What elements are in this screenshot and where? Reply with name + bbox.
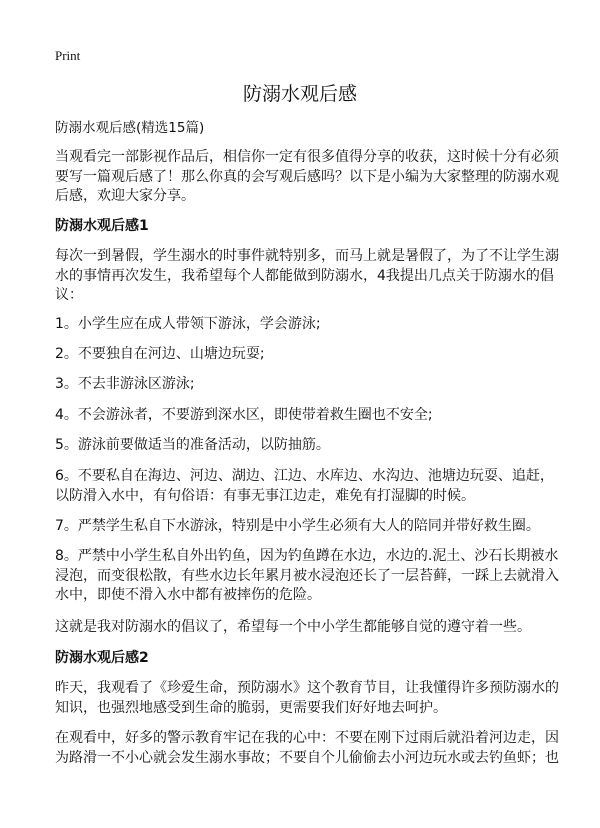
subtitle: 防溺水观后感(精选15篇): [55, 120, 205, 136]
list-item: 4。不会游泳者，不要游到深水区，即使带着救生圈也不安全;: [55, 407, 433, 423]
section1-lead: 每次一到暑假，学生溺水的时事件就特别多，而马上就是暑假了，为了不让学生溺水的事情再次发生，我希望每个人都能做到防溺水，4我提出几点关于防溺水的倡议：: [55, 248, 559, 303]
list-item: 6。不要私自在海边、河边、湖边、江边、水库边、水沟边、池塘边玩耍、追赶，以防滑入水中，有句俗语：有事无事江边走，难免有打湿脚的时候。: [55, 468, 554, 504]
page-title: 防溺水观后感: [242, 83, 357, 105]
list-item: 1。小学生应在成人带领下游泳，学会游泳;: [55, 316, 321, 332]
print-link[interactable]: Print: [55, 48, 81, 63]
section-heading-1: 防溺水观后感1: [55, 218, 149, 234]
list-item: 8。严禁中小学生私自外出钓鱼，因为钓鱼蹲在水边，水边的.泥土、沙石长期被水浸泡，而变很松散，有些水边长年累月被水浸泡还长了一层苔藓，一踩上去就滑入水中，即使不滑入水中都有被摔伤的危险。: [55, 548, 559, 603]
intro-paragraph: 当观看完一部影视作品后，相信你一定有很多值得分享的收获，这时候十分有必须要写一篇观后感了！那么你真的会写观后感吗？以下是小编为大家整理的防溺水观后感，欢迎大家分享。: [55, 149, 559, 204]
list-item: 7。严禁学生私自下水游泳，特别是中小学生必须有大人的陪同并带好救生圈。: [55, 518, 540, 534]
section1-conclusion: 这就是我对防溺水的倡议了，希望每一个中小学生都能够自觉的遵守着一些。: [55, 619, 531, 635]
section2-paragraph-1: 昨天，我观看了《珍爱生命，预防溺水》这个教育节目，让我懂得许多预防溺水的知识，也强烈地感受到生命的脆弱，更需要我们好好地去呵护。: [55, 680, 559, 716]
list-item: 3。不去非游泳区游泳;: [55, 376, 195, 392]
section-heading-2: 防溺水观后感2: [55, 650, 149, 666]
section2-paragraph-2: 在观看中，好多的警示教育牢记在我的心中：不要在刚下过雨后就沿着河边走，因为路滑一不小心就会发生溺水事故；不要自个儿偷偷去小河边玩水或去钓鱼虾；也: [55, 730, 559, 766]
list-item: 5。游泳前要做适当的准备活动，以防抽筋。: [55, 437, 330, 453]
list-item: 2。不要独自在河边、山塘边玩耍;: [55, 346, 265, 362]
